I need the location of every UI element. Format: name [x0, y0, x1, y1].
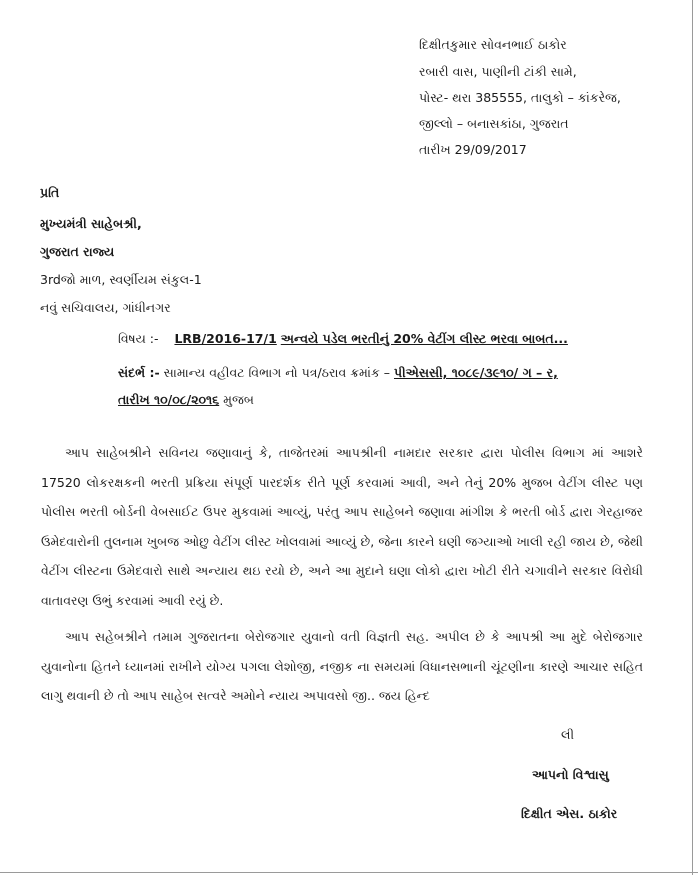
- closing-faithfully: આપનો વિશ્વાસુ: [532, 767, 609, 782]
- reference-label: સંદર્ભ :-: [118, 365, 160, 380]
- letter-date: તારીખ 29/09/2017: [419, 142, 527, 157]
- closing-li: લી: [561, 727, 575, 742]
- subject-reference-code: LRB/2016-17/1: [174, 331, 277, 346]
- body-paragraph-1: આપ સાહેબશ્રીને સવિનય જણાવાનું કે, તાજેતરમાં આપશ્રીની નામદાર સરકાર દ્વારા પોલીસ વિભાગ માં આશરે 17520 લોકરક્ષકની ભરતી પ્રક્રિયા સંપૂર્ણ પારદર્શક રીતે પૂર્ણ કરવામાં આવી, અને તેનું 20% મુજબ વેટીંગ લીસ્ટ પણ પોલીસ ભરતી બોર્ડની વેબસાઈટ ઉપર મુકવામાં આવ્યું, પરંતુ આપ સાહેબને જણાવા માંગીશ કે ભરતી બોર્ડ દ્વારા ગેરહાજર ઉમેદવારોની તુલનામ ખુબજ ઓછુ વેટીંગ લીસ્ટ ખોલવામાં આવ્યું છે, જેના કારને ઘણી જગ્યાઓ ખાલી રહી જાય છે, જેથી વેટીંગ લીસ્ટના ઉમેદવારો સાથે અન્યાય થઇ રયો છે, અને આ મુદાને ઘણા લોકો દ્વારા ખોટી રીતે ચગાવીને સરકાર વિરોધી વાતાવરણ ઉભું કરવામાં આવી રયું છે.: [41, 445, 643, 608]
- reference-number: પીએસસી, ૧૦૮૯/૩૯૧૦/ ગ – ર,: [393, 365, 558, 380]
- subject-line: [118, 331, 568, 347]
- subject-text: અન્વયે પડેલ ભરતીનું 20% વેટીંગ લીસ્ટ ભરવા બાબત...: [280, 331, 568, 346]
- recipient-title: મુખ્યમંત્રી સાહેબશ્રી,: [40, 216, 142, 231]
- recipient-address-line-2: નવું સચિવાલય, ગાંધીનગર: [40, 300, 171, 315]
- recipient-prati: પ્રતિ: [40, 185, 60, 200]
- sender-address-line-3: જીલ્લો – બનાસકાંઠા, ગુજરાત: [419, 116, 569, 131]
- sender-address-line-2: પોસ્ટ- થરા 385555, તાલુકો – કાંકરેજ,: [419, 90, 621, 105]
- page-border-bottom: [0, 872, 698, 873]
- page-border-right: [692, 0, 693, 875]
- reference-text: સામાન્ય વહીવટ વિભાગ નો પત્ર/ઠરાવ ક્રમાંક –: [163, 365, 390, 380]
- recipient-address-line-1: 3rdજો માળ, સ્વર્ણીયમ સંકુલ-1: [40, 272, 202, 287]
- body-paragraph-2: આપ સહેબશ્રીને તમામ ગુજરાતના બેરોજગાર યુવાનો વતી વિજ્ઞતી સહ. અપીલ છે કે આપશ્રી આ મુદે બેરોજગાર યુવાનોના હિતને ધ્યાનમાં રાખીને યોગ્ય પગલા લેશોજી, નજીક ના સમયમાં વિધાનસભાની ચૂંટણીના કારણે આચાર સહિત લાગુ થવાની છે તો આપ સાહેબ સત્વરે અમોને ન્યાય અપાવસો જી.. જય હિન્દ: [41, 629, 643, 703]
- reference-line-1: [118, 365, 558, 381]
- recipient-state: ગુજરાત રાજ્ય: [40, 244, 115, 259]
- reference-date: તારીખ ૧૦/૦૮/૨૦૧૬: [118, 392, 220, 407]
- sender-address-line-1: રબારી વાસ, પાણીની ટાંકી સામે,: [419, 64, 577, 79]
- signature-name: દિક્ષીત એસ. ઠાકોર: [521, 806, 618, 821]
- sender-name: દિક્ષીતકુમાર સોવનભાઈ ઠાકોર: [419, 37, 567, 52]
- reference-suffix: મુજબ: [223, 392, 254, 407]
- reference-line-2: [118, 392, 254, 408]
- subject-label: વિષય :-: [118, 331, 159, 346]
